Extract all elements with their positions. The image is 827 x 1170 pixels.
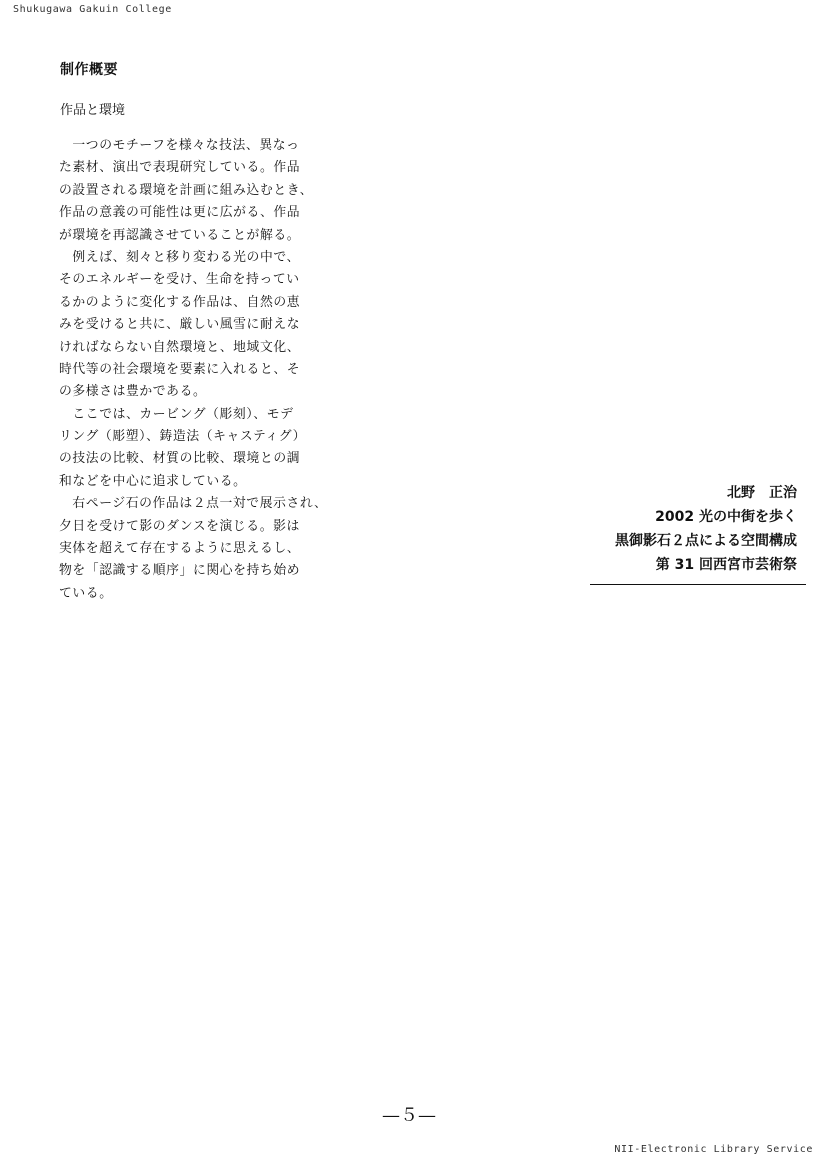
- body-line: 右ページ石の作品は２点一対で展示され、: [59, 496, 328, 512]
- body-line: リング（彫塑）、鋳造法（キャスティグ）: [59, 429, 306, 445]
- credit-divider: [590, 584, 806, 585]
- subheading: 作品と環境: [60, 103, 126, 118]
- body-line: 和などを中心に追求している。: [59, 473, 247, 489]
- body-line: が環境を再認識させていることが解る。: [59, 227, 301, 243]
- work-title: 2002 光の中街を歩く: [655, 509, 797, 525]
- body-line: 夕日を受けて影のダンスを演じる。影は: [59, 518, 300, 534]
- body-line: るかのように変化する作品は、自然の恵: [59, 294, 301, 310]
- body-line: た素材、演出で表現研究している。作品: [59, 160, 301, 176]
- body-line: みを受けると共に、厳しい風雪に耐えな: [59, 317, 301, 333]
- body-line: 作品の意義の可能性は更に広がる、作品: [59, 205, 301, 221]
- body-line: 物を「認識する順序」に関心を持ち始め: [59, 563, 301, 579]
- body-line: の多様さは豊かである。: [59, 384, 207, 400]
- work-material: 黒御影石２点による空間構成: [615, 533, 797, 549]
- body-line: の技法の比較、材質の比較、環境との調: [59, 451, 301, 467]
- footer-service: NII-Electronic Library Service: [614, 1144, 813, 1155]
- header-institution: Shukugawa Gakuin College: [13, 4, 172, 15]
- body-text-column: [59, 135, 339, 605]
- body-line: 時代等の社会環境を要素に入れると、そ: [59, 361, 301, 377]
- body-line: 一つのモチーフを様々な技法、異なっ: [59, 138, 300, 153]
- body-line: 例えば、刻々と移り変わる光の中で、: [59, 249, 300, 265]
- author-name: 北野 正治: [727, 485, 797, 501]
- credit-block: [557, 481, 797, 577]
- page-number: —５—: [382, 1105, 436, 1126]
- section-title: 制作概要: [60, 62, 118, 78]
- body-line: 実体を超えて存在するように思えるし、: [59, 541, 301, 557]
- body-line: の設置される環境を計画に組み込むとき、: [59, 182, 314, 198]
- body-line: ければならない自然環境と、地域文化、: [59, 339, 301, 355]
- body-line: ここでは、カービング（彫刻）、モデ: [59, 406, 294, 422]
- body-line: ている。: [59, 585, 113, 601]
- body-line: そのエネルギーを受け、生命を持ってい: [59, 272, 300, 288]
- exhibition-name: 第 31 回西宮市芸術祭: [655, 557, 797, 573]
